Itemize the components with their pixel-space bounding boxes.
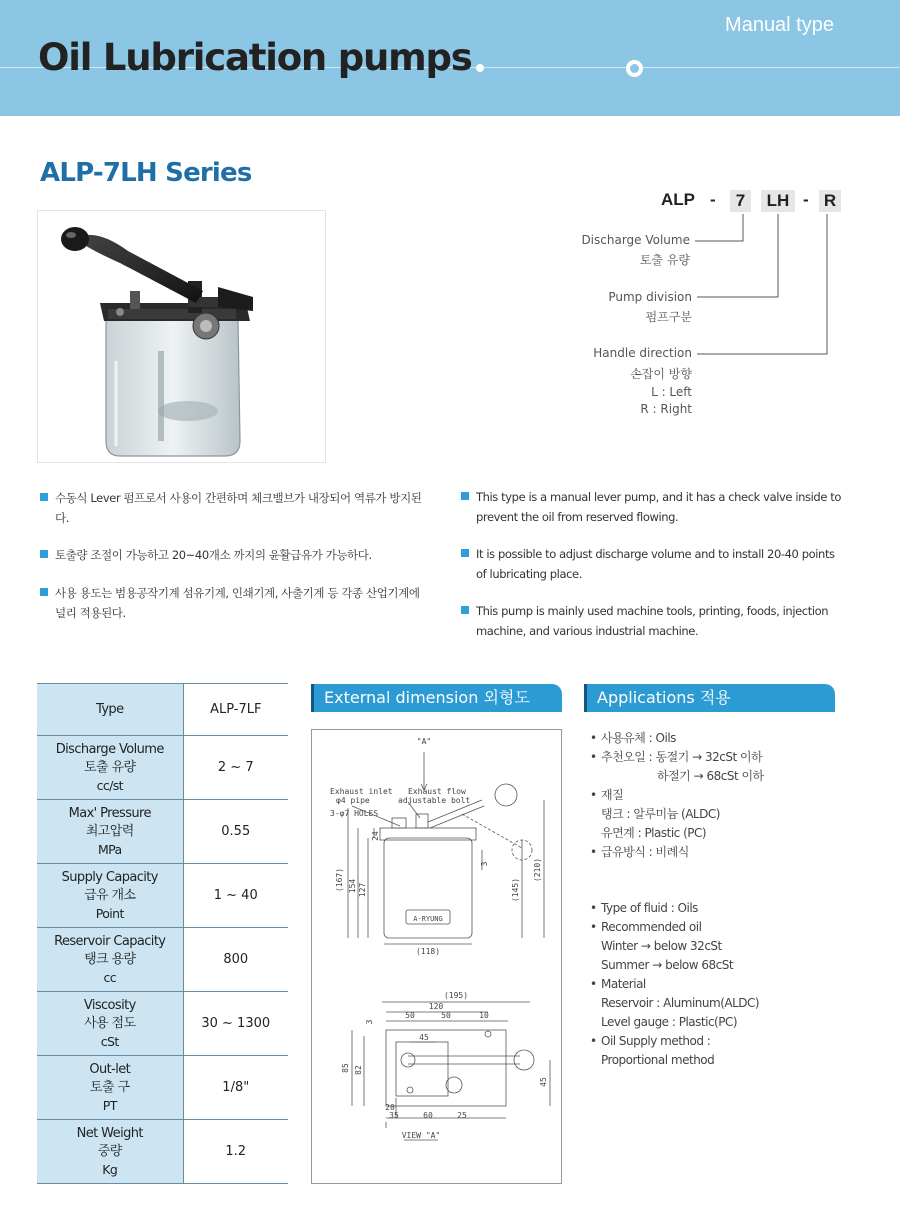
discharge-label-en: Discharge Volume bbox=[581, 233, 690, 247]
list-item: • Type of fluid : Oils bbox=[590, 901, 698, 915]
page-title: Oil Lubrication pumps bbox=[38, 36, 472, 79]
dim-167: (167) bbox=[335, 867, 344, 893]
spec-value: 800 bbox=[183, 928, 288, 992]
dim-24: 24 bbox=[371, 831, 380, 841]
table-row bbox=[37, 684, 288, 736]
dim-50a: 50 bbox=[405, 1011, 415, 1020]
list-item: Level gauge : Plastic(PC) bbox=[601, 1015, 738, 1029]
list-item: • Oil Supply method : bbox=[590, 1034, 711, 1048]
tab-accent bbox=[584, 684, 587, 712]
spec-value: 30 ~ 1300 bbox=[183, 992, 288, 1056]
technical-drawing bbox=[312, 730, 561, 1183]
code-leader-lines bbox=[0, 0, 900, 420]
series-title: ALP-7LH Series bbox=[40, 158, 252, 188]
dim-arrow-label: "A" bbox=[416, 737, 432, 746]
desc-en-1: This type is a manual lever pump, and it has a check valve inside to prevent the oil from reserved flowing. bbox=[461, 487, 846, 527]
desc-ko-2: 토출량 조절이 가능하고 20~40개소 까지의 윤활급유가 가능하다. bbox=[40, 545, 430, 565]
dim-85: 85 bbox=[341, 1063, 350, 1073]
applications-tab: Applications 적용 bbox=[587, 684, 835, 712]
table-row bbox=[37, 992, 288, 1056]
dim-exhaust-flow: Exhaust flow bbox=[408, 787, 466, 796]
dim-3: 3 bbox=[480, 861, 489, 867]
dim-60: 60 bbox=[423, 1111, 433, 1120]
spec-value: 2 ~ 7 bbox=[183, 736, 288, 800]
pump-label-en: Pump division bbox=[608, 290, 692, 304]
table-row bbox=[37, 800, 288, 864]
spec-value: 1.2 bbox=[183, 1120, 288, 1184]
handle-label-ko: 손잡이 방향 bbox=[630, 367, 692, 381]
dim-127: 127 bbox=[358, 882, 367, 898]
list-item: 탱크 : 알루미늄 (ALDC) bbox=[601, 807, 720, 821]
dim-145: (145) bbox=[511, 877, 520, 903]
dim-35: 35 bbox=[389, 1111, 399, 1120]
spec-label: Type bbox=[37, 684, 183, 736]
handle-label-en: Handle direction bbox=[593, 346, 692, 360]
table-row bbox=[37, 864, 288, 928]
spec-value: ALP-7LF bbox=[183, 684, 288, 736]
spec-label: Net Weight 중량 Kg bbox=[37, 1120, 183, 1184]
table-row bbox=[37, 928, 288, 992]
dim-pipe: φ4 pipe bbox=[336, 796, 370, 805]
spec-label: Out-let 토출 구 PT bbox=[37, 1056, 183, 1120]
pump-label-ko: 펌프구분 bbox=[645, 310, 692, 324]
dim-exhaust-inlet: Exhaust inlet bbox=[330, 787, 393, 796]
spec-table bbox=[37, 683, 288, 1184]
dim-120: 120 bbox=[428, 1002, 444, 1011]
bullet-square bbox=[40, 550, 48, 558]
list-item: Reservoir : Aluminum(ALDC) bbox=[601, 996, 760, 1010]
table-row bbox=[37, 1120, 288, 1184]
dimension-drawing bbox=[311, 729, 562, 1184]
bullet-square bbox=[461, 549, 469, 557]
code-prefix: ALP bbox=[661, 190, 695, 209]
applications-ko-list bbox=[590, 729, 840, 862]
list-item: • 급유방식 : 비례식 bbox=[590, 845, 689, 859]
code-dash-1: - bbox=[710, 190, 716, 209]
tab-accent bbox=[311, 684, 314, 712]
code-dash-2: - bbox=[803, 190, 809, 209]
list-item: • Material bbox=[590, 977, 646, 991]
dim-3b: 3 bbox=[365, 1019, 374, 1025]
spec-label: Reservoir Capacity 탱크 용량 cc bbox=[37, 928, 183, 992]
table-row bbox=[37, 736, 288, 800]
discharge-label-ko: 토출 유량 bbox=[639, 253, 690, 267]
dim-118: (118) bbox=[415, 947, 441, 956]
spec-label: Viscosity 사용 점도 cSt bbox=[37, 992, 183, 1056]
list-item: • 재질 bbox=[590, 788, 624, 802]
dim-view-a: VIEW "A" bbox=[401, 1131, 441, 1140]
external-dimension-tab: External dimension 외형도 bbox=[314, 684, 562, 712]
spec-value: 1/8" bbox=[183, 1056, 288, 1120]
dim-10: 10 bbox=[479, 1011, 489, 1020]
dim-45: 45 bbox=[419, 1033, 429, 1042]
list-item: 유면계 : Plastic (PC) bbox=[601, 826, 707, 840]
spec-value: 1 ~ 40 bbox=[183, 864, 288, 928]
dim-adjustable-bolt: adjustable bolt bbox=[398, 796, 471, 805]
dim-50b: 50 bbox=[441, 1011, 451, 1020]
spec-value: 0.55 bbox=[183, 800, 288, 864]
code-direction-box: R bbox=[819, 190, 841, 212]
bullet-square bbox=[40, 588, 48, 596]
list-item: • 사용유체 : Oils bbox=[590, 731, 676, 745]
dim-45b: 45 bbox=[539, 1077, 548, 1087]
dim-holes: 3-φ7 HOLES bbox=[330, 809, 379, 818]
desc-en-2: It is possible to adjust discharge volume and to install 20-40 points of lubricating place. bbox=[461, 544, 846, 584]
handle-left-option: L : Left bbox=[651, 385, 692, 399]
code-pump-box: LH bbox=[761, 190, 795, 212]
spec-label: Discharge Volume 토출 유량 cc/st bbox=[37, 736, 183, 800]
type-label: Manual type bbox=[725, 14, 834, 36]
dim-82: 82 bbox=[354, 1065, 363, 1075]
bullet-square bbox=[461, 606, 469, 614]
dim-210: (210) bbox=[533, 857, 542, 883]
table-row bbox=[37, 1056, 288, 1120]
spec-label: Supply Capacity 급유 개소 Point bbox=[37, 864, 183, 928]
dim-195: (195) bbox=[443, 991, 469, 1000]
code-volume-box: 7 bbox=[730, 190, 751, 212]
bullet-square bbox=[461, 492, 469, 500]
dim-brand: A-RYUNG bbox=[413, 915, 443, 923]
dim-25: 25 bbox=[457, 1111, 467, 1120]
dim-20: 20 bbox=[385, 1103, 395, 1112]
spec-label: Max' Pressure 최고압력 MPa bbox=[37, 800, 183, 864]
handle-right-option: R : Right bbox=[640, 402, 692, 416]
desc-ko-1: 수동식 Lever 펌프로서 사용이 간편하며 체크밸브가 내장되어 역류가 방지된다. bbox=[40, 488, 430, 528]
desc-en-3: This pump is mainly used machine tools, printing, foods, injection machine, and various industrial machine. bbox=[461, 601, 846, 641]
applications-en-list bbox=[590, 899, 840, 1070]
list-item: • Recommended oil bbox=[590, 920, 702, 934]
list-item: 하절기 → 68cSt 이하 bbox=[657, 769, 764, 783]
list-item: • 추천오일 : 동절기 → 32cSt 이하 bbox=[590, 750, 763, 764]
bullet-square bbox=[40, 493, 48, 501]
desc-ko-3: 사용 용도는 범용공작기계 섬유기계, 인쇄기계, 사출기계 등 각종 산업기계에 널리 적용된다. bbox=[40, 583, 430, 623]
list-item: Proportional method bbox=[601, 1053, 715, 1067]
list-item: Summer → below 68cSt bbox=[601, 958, 734, 972]
dim-154: 154 bbox=[348, 878, 357, 894]
list-item: Winter → below 32cSt bbox=[601, 939, 722, 953]
